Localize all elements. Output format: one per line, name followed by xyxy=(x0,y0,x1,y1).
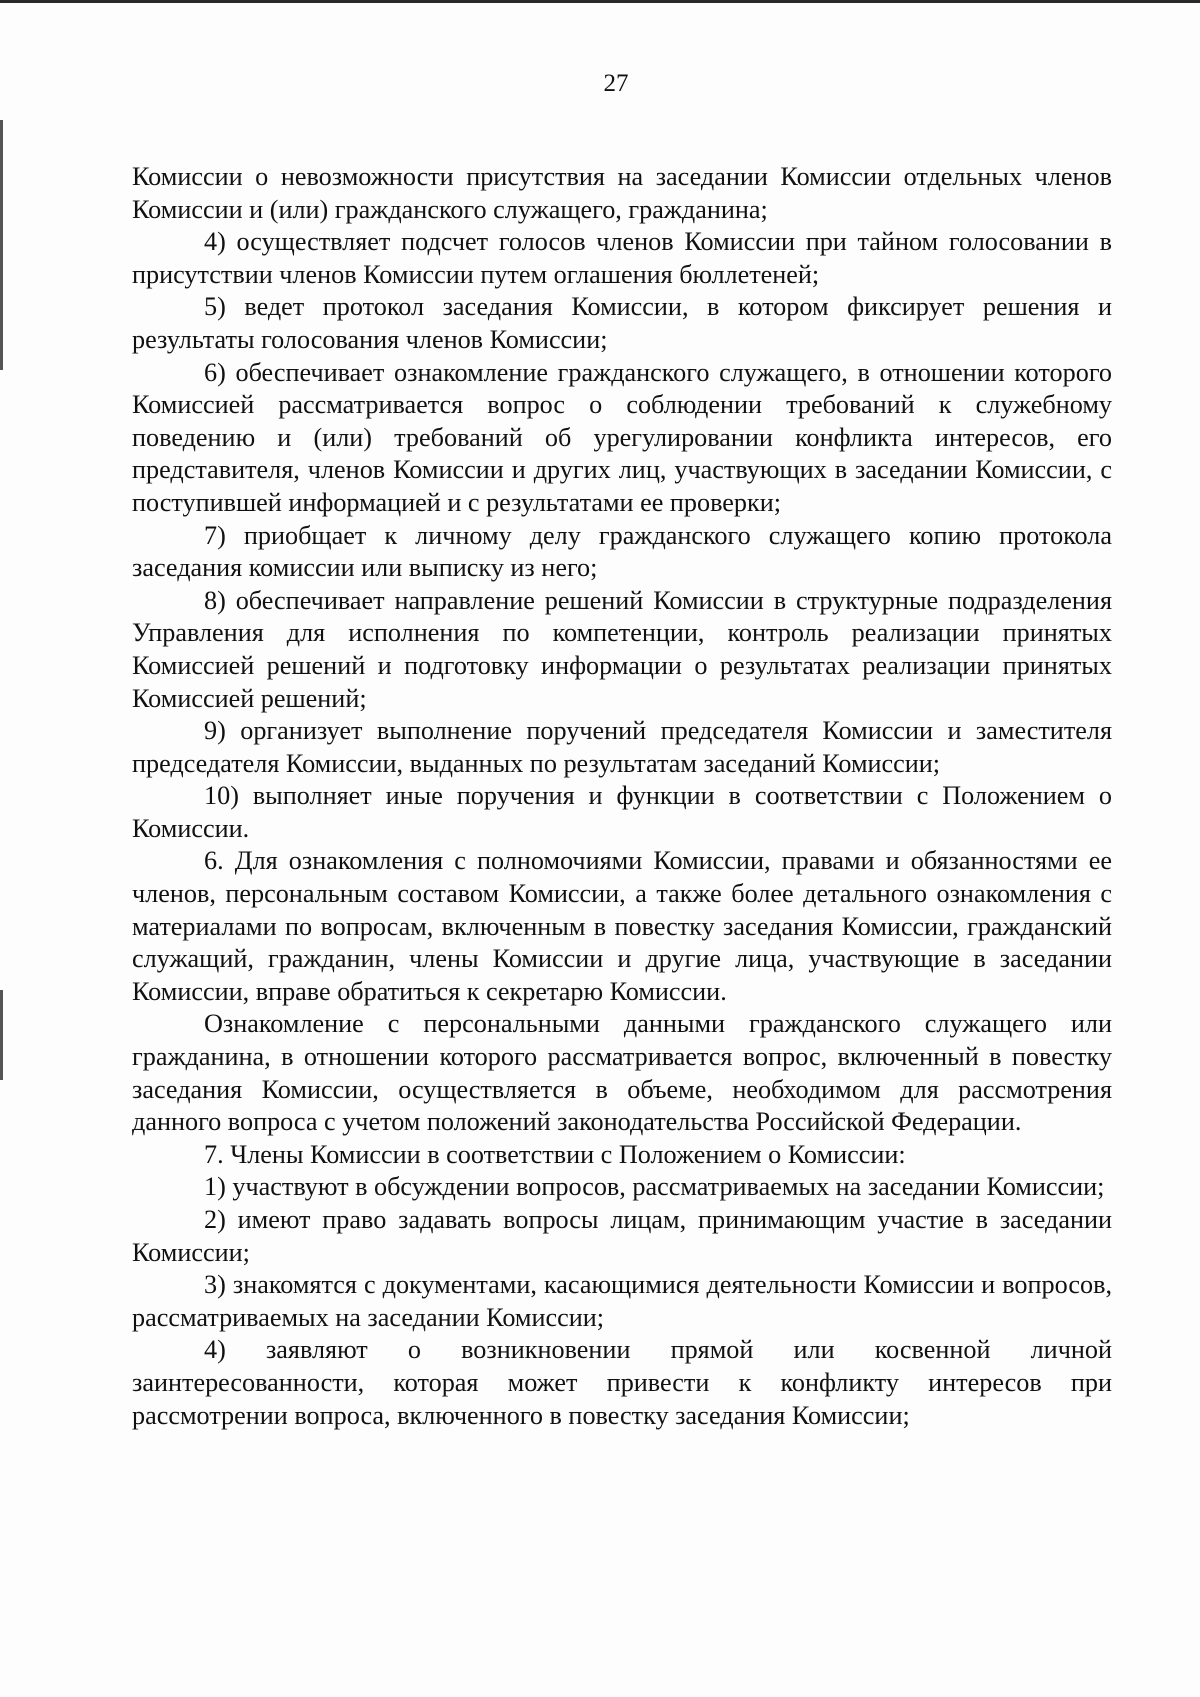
paragraph: 9) организует выполнение поручений председателя Комиссии и заместителя председателя Комиссии, выданных по результатам заседаний Комиссии; xyxy=(132,716,1112,778)
scan-left-mark xyxy=(0,120,3,370)
paragraph: 8) обеспечивает направление решений Комиссии в структурные подразделения Управления для исполнения по компетенции, контроль реализации принятых Комиссией решений и подготовку информации о результатах реализации принятых Комиссией решений; xyxy=(132,585,1112,713)
paragraph: 4) осуществляет подсчет голосов членов Комиссии при тайном голосовании в присутствии членов Комиссии путем оглашения бюллетеней; xyxy=(132,227,1112,289)
paragraph: 7) приобщает к личному делу гражданского служащего копию протокола заседания комиссии или выписку из него; xyxy=(132,520,1112,583)
paragraph: 2) имеют право задавать вопросы лицам, принимающим участие в заседании Комиссии; xyxy=(132,1205,1112,1267)
paragraph: 1) участвуют в обсуждении вопросов, рассматриваемых на заседании Комиссии; xyxy=(204,1172,1105,1202)
paragraph: 7. Члены Комиссии в соответствии с Положением о Комиссии: xyxy=(204,1139,906,1169)
paragraph: 4) заявляют о возникновении прямой или косвенной личной заинтересованности, которая может привести к конфликту интересов при рассмотрении вопроса, включенного в повестку заседания Комиссии; xyxy=(132,1335,1112,1430)
paragraph: Комиссии о невозможности присутствия на заседании Комиссии отдельных членов Комиссии и (или) гражданского служащего, гражданина; xyxy=(132,162,1112,224)
paragraph: 10) выполняет иные поручения и функции в соответствии с Положением о Комиссии. xyxy=(132,781,1112,843)
page-number: 27 xyxy=(603,70,629,97)
paragraph: Ознакомление с персональными данными гражданского служащего или гражданина, в отношении которого рассматривается вопрос, включенный в повестку заседания Комиссии, осуществляется в объеме, необходимом для рассмотрения данного вопроса с учетом положений законодательства Российской Федерации. xyxy=(132,1009,1112,1137)
document-body xyxy=(132,161,1112,1432)
paragraph: 6) обеспечивает ознакомление гражданского служащего, в отношении которого Комиссией рассматривается вопрос о соблюдении требований к служебному поведению и (или) требований об урегулировании конфликта интересов, его представителя, членов Комиссии и других лиц, участвующих в заседании Комиссии, с поступившей информацией и с результатами ее проверки; xyxy=(132,357,1112,517)
scan-left-mark xyxy=(0,990,3,1080)
paragraph: 5) ведет протокол заседания Комиссии, в котором фиксирует решения и результаты голосования членов Комиссии; xyxy=(132,292,1112,354)
paragraph: 3) знакомятся с документами, касающимися деятельности Комиссии и вопросов, рассматриваемых на заседании Комиссии; xyxy=(132,1270,1112,1332)
paragraph: 6. Для ознакомления с полномочиями Комиссии, правами и обязанностями ее членов, персональным составом Комиссии, а также более детального ознакомления с материалами по вопросам, включенным в повестку заседания Комиссии, гражданский служащий, гражданин, члены Комиссии и другие лица, участвующие в заседании Комиссии, вправе обратиться к секретарю Комиссии. xyxy=(132,846,1112,1006)
scan-top-edge xyxy=(0,0,1200,3)
